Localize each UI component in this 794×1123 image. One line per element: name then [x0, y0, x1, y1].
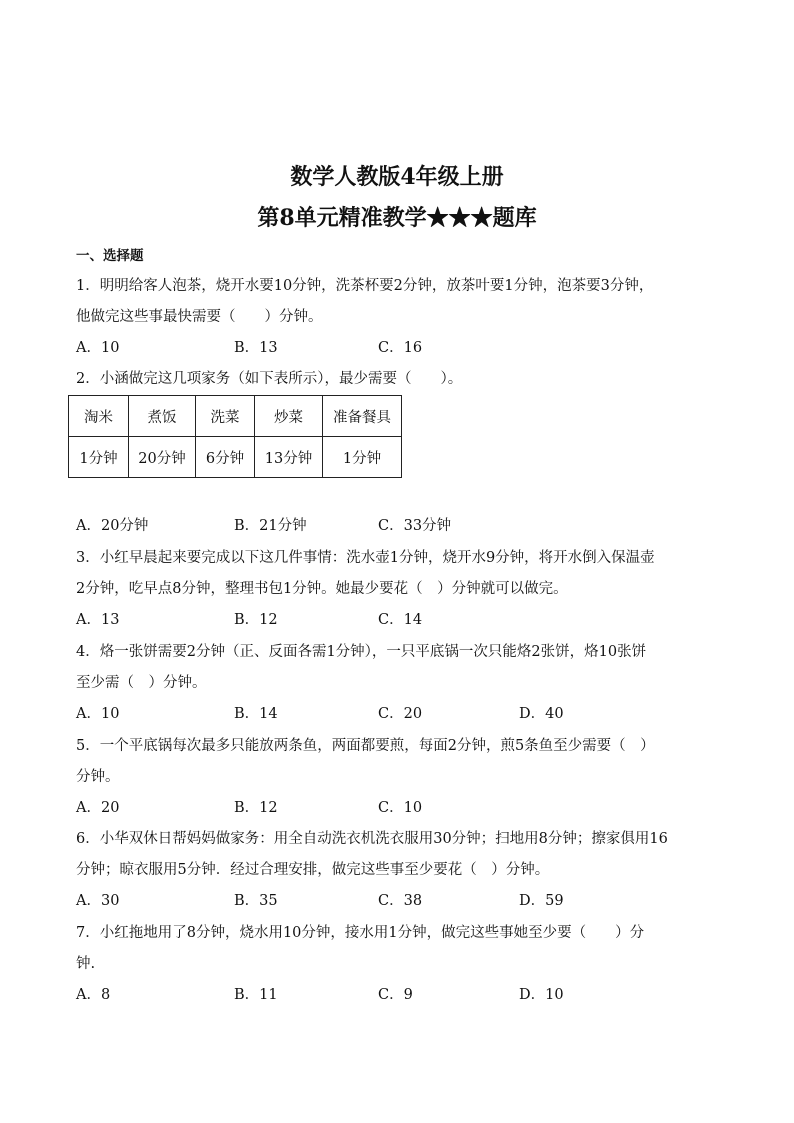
option-c: C．10: [378, 800, 423, 816]
section-heading: 一、选择题: [76, 248, 144, 264]
option-a: A．10: [76, 340, 120, 356]
option-c: C．20: [378, 706, 423, 722]
option-c: C．33分钟: [378, 518, 452, 534]
table-header-cell: 淘米: [69, 396, 129, 437]
question-3-text: 2分钟，吃早点8分钟，整理书包1分钟。她最少要花（ ）分钟就可以做完。: [76, 581, 568, 597]
option-a: A．30: [76, 893, 120, 909]
question-7-text: 7．小红拖地用了8分钟，烧水用10分钟，接水用1分钟，做完这些事她至少要（ ）分: [76, 925, 645, 941]
table-cell: 1分钟: [69, 437, 129, 478]
option-c: C．38: [378, 893, 423, 909]
question-1-text: 他做完这些事最快需要（ ）分钟。: [76, 309, 323, 325]
question-4-text: 至少需（ ）分钟。: [76, 675, 207, 691]
option-b: B．12: [234, 800, 278, 816]
chores-table: [68, 395, 402, 478]
option-a: A．13: [76, 612, 120, 628]
question-6-text: 分钟；晾衣服用5分钟．经过合理安排，做完这些事至少要花（ ）分钟。: [76, 862, 550, 878]
table-cell: 20分钟: [129, 437, 196, 478]
question-1-text: 1．明明给客人泡茶，烧开水要10分钟，洗茶杯要2分钟，放茶叶要1分钟，泡茶要3分钟，: [76, 278, 654, 294]
table-header-cell: 煮饭: [129, 396, 196, 437]
table-header-cell: 洗菜: [196, 396, 255, 437]
table-header-row: [69, 396, 402, 437]
question-3-text: 3．小红早晨起来要完成以下这几件事情：洗水壶1分钟，烧开水9分钟，将开水倒入保温壶: [76, 550, 655, 566]
table-cell: 13分钟: [255, 437, 323, 478]
question-7-text: 钟.: [76, 956, 96, 972]
option-d: D．10: [519, 987, 564, 1003]
option-a: A．20分钟: [76, 518, 149, 534]
option-b: B．11: [234, 987, 278, 1003]
option-c: C．14: [378, 612, 423, 628]
table-row: [69, 437, 402, 478]
question-5-text: 5．一个平底锅每次最多只能放两条鱼，两面都要煎，每面2分钟，煎5条鱼至少需要（ ）: [76, 738, 655, 754]
option-d: D．40: [519, 706, 564, 722]
option-a: A．8: [76, 987, 111, 1003]
question-5-text: 分钟。: [76, 769, 120, 785]
table-cell: 6分钟: [196, 437, 255, 478]
option-b: B．12: [234, 612, 278, 628]
option-b: B．13: [234, 340, 278, 356]
option-a: A．10: [76, 706, 120, 722]
option-c: C．9: [378, 987, 413, 1003]
option-a: A．20: [76, 800, 120, 816]
table-header-cell: 炒菜: [255, 396, 323, 437]
document-title: 数学人教版4年级上册: [290, 164, 504, 190]
option-b: B．14: [234, 706, 278, 722]
table-header-cell: 准备餐具: [323, 396, 402, 437]
question-2-text: 2．小涵做完这几项家务（如下表所示），最少需要（ ）。: [76, 371, 463, 387]
question-6-text: 6．小华双休日帮妈妈做家务：用全自动洗衣机洗衣服用30分钟；扫地用8分钟；擦家俱用16: [76, 831, 668, 847]
option-b: B．21分钟: [234, 518, 307, 534]
table-cell: 1分钟: [323, 437, 402, 478]
document-subtitle: 第8单元精准教学★★★题库: [257, 205, 537, 231]
question-4-text: 4．烙一张饼需要2分钟（正、反面各需1分钟），一只平底锅一次只能烙2张饼，烙10张饼: [76, 644, 647, 660]
option-d: D．59: [519, 893, 564, 909]
option-b: B．35: [234, 893, 278, 909]
option-c: C．16: [378, 340, 423, 356]
